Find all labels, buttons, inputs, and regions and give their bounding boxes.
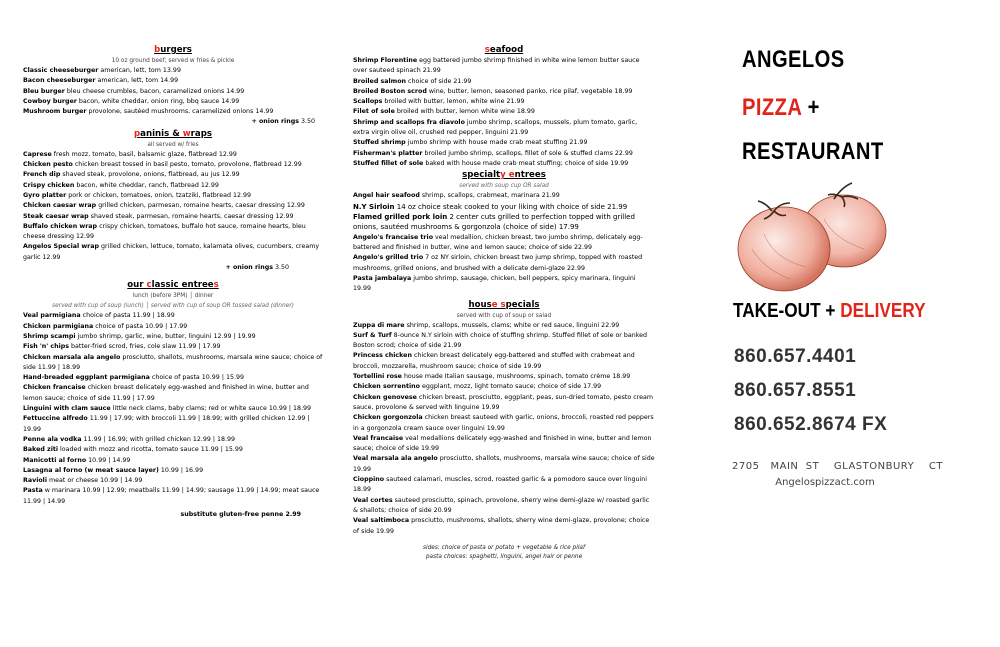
- menu-item: [23, 332, 323, 342]
- menu-item: [353, 496, 655, 517]
- menu-item-name: Angelos Special wrap: [23, 243, 100, 251]
- menu-item-name: French dip: [23, 171, 61, 179]
- menu-item-name: Baked ziti: [23, 446, 59, 454]
- menu-item-desc: chicken breast sauteed with garlic, onions, broccoli, roasted red peppers in a gorgonzola cream sauce over linguini 19.99: [353, 414, 654, 432]
- menu-item-desc: grilled chicken, lettuce, tomato, kalamata olives, cucumbers, creamy garlic 12.99: [23, 243, 320, 261]
- website-link[interactable]: Angelospizzact.com: [775, 477, 875, 488]
- burgers-note: 10 oz ground beef; served w fries & pickle: [111, 58, 235, 64]
- menu-item-name: Angel hair seafood: [353, 192, 420, 200]
- menu-item: [353, 516, 655, 537]
- menu-item-name: Veal saltimboca: [353, 517, 410, 525]
- menu-item: [353, 475, 655, 496]
- menu-item-name: Scallops: [353, 98, 383, 106]
- phone-number-1[interactable]: 860.657.4401: [734, 346, 857, 367]
- house-note: served with cup of soup or salad: [456, 312, 552, 319]
- menu-item-desc: 8-ounce N.Y sirloin with choice of stuffing shrimp. Stuffed fillet of sole or banked Boston scrod; choice of side 21.99: [353, 331, 648, 350]
- menu-item-desc: veal medallion, chicken breast, two jumbo shrimp, delicately egg-battered and finished in butter, wine and lemon sauce; choice of side 22.99: [353, 233, 643, 252]
- menu-item: [23, 76, 323, 86]
- menu-item-desc: 11.99 | 16.99; with grilled chicken 12.99 | 18.99: [81, 435, 236, 443]
- menu-item: [353, 274, 655, 295]
- menu-item-desc: shaved steak, parmesan, romaine hearts, caesar dressing 12.99: [88, 212, 294, 220]
- menu-item-desc: broiled with butter, lemon white wine 18.99: [394, 108, 535, 116]
- seafood-heading: seafood: [484, 45, 524, 55]
- menu-item: [353, 191, 655, 201]
- menu-item-desc: egg battered jumbo shrimp finished in white wine lemon butter sauce over sauteed spinach 21.99: [353, 57, 640, 75]
- brand-restaurant: RESTAURANT: [742, 138, 884, 165]
- brand-pizza: PIZZA +: [742, 94, 820, 121]
- menu-item: [23, 66, 323, 76]
- paninis-list: [23, 150, 323, 263]
- menu-item-desc: crispy chicken, tomatoes, buffalo hot sauce, romaine hearts, bleu cheese dressing 12.99: [23, 222, 306, 241]
- menu-item-desc: eggplant, mozz, light tomato sauce; choice of side 17.99: [419, 383, 602, 391]
- menu-item-name: Filet of sole: [353, 108, 395, 116]
- menu-item: [23, 383, 323, 404]
- menu-item-name: Shrimp scampi: [23, 332, 76, 340]
- menu-item-name: Penne ala vodka: [23, 435, 82, 443]
- menu-item-name: Bleu burger: [23, 87, 65, 95]
- menu-item-desc: 10.99 | 14.99: [86, 456, 131, 464]
- menu-item-name: Chicken caesar wrap: [23, 202, 97, 210]
- menu-item: [353, 159, 655, 169]
- gluten-free-note: substitute gluten-free penne 2.99: [180, 510, 301, 518]
- menu-item-desc: choice of pasta 10.99 | 15.99: [149, 374, 244, 382]
- menu-item-name: Cioppino: [353, 476, 385, 484]
- menu-item-desc: wine, butter, lemon, seasoned panko, rice pilaf, vegetable 18.99: [426, 87, 633, 95]
- menu-item-desc: prosciutto, mushrooms, shallots, sherry wine demi-glaze, provolone; choice of side 19.99: [353, 517, 650, 535]
- burgers-addon: + onion rings 3.50: [251, 118, 315, 126]
- menu-item-name: Zuppa di mare: [353, 321, 405, 329]
- menu-item: [23, 445, 323, 455]
- menu-item-name: Fettuccine alfredo: [23, 415, 88, 423]
- address: 2705 MAIN ST GLASTONBURY CT: [732, 461, 944, 472]
- menu-item-name: Veal cortes: [353, 496, 393, 504]
- menu-item: [23, 87, 323, 97]
- menu-item-desc: broiled jumbo shrimp, scallops, fillet of sole & stuffed clams 22.99: [422, 149, 633, 157]
- menu-item-desc: shrimp, scallops, crabmeat, marinara 21.99: [419, 192, 560, 200]
- menu-item: [23, 242, 323, 263]
- menu-item-desc: bleu cheese crumbles, bacon, caramelized onions 14.99: [64, 87, 245, 95]
- menu-item: [353, 351, 655, 372]
- menu-item-desc: chicken breast delicately egg-battered and stuffed with crabmeat and broccoli, mozzarella, mushroom sauce; choice of side 19.99: [353, 352, 635, 370]
- menu-item-desc: american, lett, tom 13.99: [98, 67, 181, 74]
- menu-item-name: Stuffed fillet of sole: [353, 159, 424, 167]
- menu-item-name: Tortellini rose: [353, 373, 402, 381]
- menu-item: [353, 149, 655, 159]
- menu-item-name: Bacon cheeseburger: [23, 77, 96, 85]
- menu-item: [353, 212, 655, 233]
- menu-item-desc: chicken breast delicately egg-washed and finished in wine, butter and lemon sauce; choice of side 11.99 | 17.99: [23, 384, 309, 402]
- menu-item-name: Chicken francaise: [23, 384, 86, 392]
- menu-item-desc: bacon, white cheddar, ranch, flatbread 12.99: [74, 181, 219, 189]
- menu-item: [353, 454, 655, 475]
- menu-item-name: Angelo's francaise trio: [353, 233, 434, 241]
- menu-item-desc: sauteed calamari, muscles, scrod, roasted garlic & a pomodoro sauce over linguini 18.99: [353, 476, 647, 494]
- menu-item: [23, 107, 323, 117]
- menu-item-desc: w marinara 10.99 | 12.99; meatballs 11.99 | 14.99; sausage 11.99 | 14.99; meat sauce 11.99 | 14.99: [23, 487, 320, 505]
- house-heading: house specials: [468, 299, 540, 310]
- menu-item-name: Linguini with clam sauce: [23, 405, 111, 413]
- menu-item: [23, 311, 323, 321]
- menu-item-name: Shrimp Florentine: [353, 57, 418, 64]
- entrees-served-note: served with cup of soup (lunch) │ served with cup of soup OR tossed salad (dinner): [52, 303, 294, 310]
- menu-column-left: [23, 44, 323, 520]
- menu-item: [23, 201, 323, 211]
- menu-item-name: Chicken marsala ala angelo: [23, 353, 121, 361]
- menu-column-middle: [353, 44, 655, 561]
- menu-item: [23, 212, 323, 222]
- specialty-list: [353, 191, 655, 294]
- menu-item: [23, 97, 323, 107]
- menu-item: [353, 77, 655, 87]
- menu-item: [23, 466, 323, 476]
- menu-item-desc: meat or cheese 10.99 | 14.99: [47, 477, 143, 485]
- menu-item-desc: jumbo shrimp with house made crab meat stuffing 21.99: [405, 139, 588, 147]
- menu-item: [23, 476, 323, 486]
- menu-item-name: Chicken genovese: [353, 393, 417, 401]
- menu-item-desc: 10.99 | 16.99: [158, 466, 204, 474]
- menu-item: [23, 150, 323, 160]
- menu-item-name: Gyro platter: [23, 191, 67, 199]
- menu-item: [23, 170, 323, 180]
- paninis-heading: paninis & wraps: [134, 128, 212, 139]
- menu-item: [353, 97, 655, 107]
- menu-item: [353, 87, 655, 97]
- menu-item-name: Flamed grilled pork loin: [353, 212, 448, 221]
- specialty-note: served with soup cup OR salad: [459, 183, 549, 190]
- menu-item-desc: prosciutto, shallots, mushrooms, marsala wine sauce; choice of side 11.99 | 18.99: [23, 353, 323, 371]
- burgers-list: [23, 66, 323, 117]
- menu-item-desc: jumbo shrimp, scallops, mussels, plum tomato, garlic, extra virgin olive oil, crushed red pepper, linguini 21.99: [353, 118, 638, 137]
- menu-item: [23, 353, 323, 374]
- menu-item: [23, 456, 323, 466]
- takeout-delivery: TAKE-OUT + DELIVERY: [733, 300, 926, 322]
- menu-item-name: Pasta: [23, 487, 43, 495]
- menu-item-name: Veal marsala ala angelo: [353, 455, 438, 463]
- menu-item-name: Chicken sorrentino: [353, 383, 420, 391]
- menu-item-name: Manicotti al forno: [23, 456, 87, 464]
- menu-item: [353, 331, 655, 352]
- menu-item: [353, 138, 655, 148]
- menu-item-name: Ravioli: [23, 477, 48, 485]
- menu-item-desc: grilled chicken, parmesan, romaine hearts, caesar dressing 12.99: [96, 202, 305, 210]
- menu-item-desc: 7 oz NY sirloin, chicken breast two jump shrimp, topped with roasted mushrooms, grilled onions, and brushed with a delicate demi-glaze 22.99: [353, 254, 643, 272]
- menu-item-desc: little neck clams, baby clams; red or white sauce 10.99 | 18.99: [110, 405, 312, 413]
- menu-item-desc: broiled with butter, lemon, white wine 21.99: [382, 98, 525, 106]
- menu-item-desc: choice of side 21.99: [406, 77, 472, 85]
- menu-item: [353, 321, 655, 331]
- phone-number-2[interactable]: 860.657.8551: [734, 380, 857, 401]
- menu-item-name: Fisherman's platter: [353, 149, 423, 157]
- menu-item-name: Classic cheeseburger: [23, 67, 99, 74]
- menu-item-desc: sauteed prosciutto, spinach, provolone, sherry wine demi-glaze w/ roasted garlic & shallots; choice of side 20.99: [353, 496, 650, 514]
- specialty-heading: specialty entrees: [462, 170, 546, 181]
- menu-item: [353, 393, 655, 414]
- menu-item: [353, 56, 655, 77]
- menu-item-name: Surf & Turf: [353, 331, 392, 339]
- menu-item: [23, 435, 323, 445]
- menu-item: [23, 181, 323, 191]
- menu-item-desc: choice of pasta 10.99 | 17.99: [93, 322, 188, 330]
- menu-item-desc: chicken breast, prosciutto, eggplant, peas, sun-dried tomato, pesto cream sauce, provolone & served with linguine 19.99: [353, 393, 654, 411]
- menu-item-name: Chicken gorgonzola: [353, 414, 423, 422]
- menu-item-name: Angelo's grilled trio: [353, 254, 424, 262]
- menu-item: [23, 414, 323, 435]
- menu-item-name: Crispy chicken: [23, 181, 75, 189]
- menu-item-name: Mushroom burger: [23, 108, 87, 116]
- menu-item-desc: batter-fried scrod, fries, cole slaw 11.99 | 17.99: [69, 343, 221, 351]
- menu-item: [353, 233, 655, 254]
- menu-item-desc: prosciutto, shallots, mushrooms, marsala wine sauce; choice of side 19.99: [353, 455, 655, 473]
- menu-item-name: Pasta jambalaya: [353, 274, 412, 282]
- paninis-note: all served w/ fries: [147, 141, 199, 148]
- menu-item-desc: veal medallions delicately egg-washed and finished in wine, butter and lemon sauce; choice of side 19.99: [353, 434, 652, 453]
- fax-number: 860.652.8674 FX: [734, 414, 888, 435]
- menu-item: [23, 486, 323, 507]
- menu-item-name: Fish 'n' chips: [23, 343, 70, 351]
- menu-item: [353, 107, 655, 117]
- menu-item-name: Shrimp and scallops fra diavolo: [353, 118, 465, 126]
- menu-item-name: Veal parmigiana: [23, 312, 81, 320]
- menu-item: [23, 191, 323, 201]
- entrees-heading: our classic entrees: [127, 280, 219, 291]
- menu-item-name: Cowboy burger: [23, 97, 77, 105]
- menu-item-name: Broiled salmon: [353, 77, 407, 85]
- menu-item: [353, 372, 655, 382]
- house-list: [353, 321, 655, 537]
- menu-item-name: Caprese: [23, 150, 52, 158]
- menu-item: [23, 373, 323, 383]
- menu-item-desc: chicken breast tossed in basil pesto, tomato, provolone, flatbread 12.99: [72, 161, 302, 169]
- menu-item-name: Chicken pesto: [23, 161, 73, 169]
- menu-item-desc: 2 center cuts grilled to perfection topped with grilled onions, sautéed mushrooms & gorgonzola (choice of side) 17.99: [353, 212, 635, 232]
- seafood-list: [353, 56, 655, 169]
- menu-item: [23, 404, 323, 414]
- menu-item-name: Lasagna al forno (w meat sauce layer): [23, 466, 159, 474]
- menu-item-desc: shrimp, scallops, mussels, clams; white or red sauce, linguini 22.99: [404, 321, 620, 329]
- menu-item-desc: provolone, sautéed mushrooms, caramelized onions 14.99: [86, 108, 274, 116]
- menu-item-desc: bacon, white cheddar, onion ring, bbq sauce 14.99: [76, 97, 240, 105]
- menu-item-name: Veal francaise: [353, 434, 404, 442]
- burgers-heading: burgers: [154, 45, 192, 55]
- menu-item-desc: 14 oz choice steak cooked to your liking with choice of side 21.99: [394, 202, 628, 211]
- menu-item-desc: jumbo shrimp, sausage, chicken, bell peppers, spicy marinara, linguini 19.99: [353, 274, 636, 293]
- menu-item-desc: pork or chicken, tomatoes, onion, tzatziki, flatbread 12.99: [66, 191, 251, 199]
- menu-item: [353, 382, 655, 392]
- menu-item: [353, 253, 655, 274]
- tomato-illustration: [734, 179, 894, 299]
- menu-item-name: Stuffed shrimp: [353, 139, 406, 147]
- menu-item-desc: baked with house made crab meat stuffing; choice of side 19.99: [423, 159, 629, 167]
- paninis-addon: + onion rings 3.50: [225, 264, 289, 272]
- menu-item: [353, 202, 655, 212]
- menu-item: [23, 322, 323, 332]
- menu-item-name: Steak caesar wrap: [23, 212, 89, 220]
- brand-name: ANGELOS: [742, 46, 845, 73]
- menu-item: [23, 222, 323, 243]
- menu-item: [23, 160, 323, 170]
- menu-item-name: Broiled Boston scrod: [353, 87, 427, 95]
- menu-item-desc: loaded with mozz and ricotta, tomato sauce 11.99 | 15.99: [58, 446, 243, 454]
- entrees-list: [23, 311, 323, 507]
- menu-item: [353, 118, 655, 139]
- menu-item: [353, 434, 655, 455]
- menu-item-name: Buffalo chicken wrap: [23, 222, 98, 230]
- menu-item-desc: house made Italian sausage, mushrooms, spinach, tomato crème 18.99: [401, 373, 631, 381]
- menu-item-name: N.Y Sirloin: [353, 202, 395, 211]
- menu-item-desc: jumbo shrimp, garlic, wine, butter, linguini 12.99 | 19.99: [75, 332, 256, 340]
- menu-item-desc: american, lett, tom 14.99: [95, 77, 179, 85]
- menu-item-desc: 11.99 | 17.99; with broccoli 11.99 | 18.99; with grilled chicken 12.99 | 19.99: [23, 415, 310, 433]
- sides-note: sides: choice of pasta or potato + vegetable & rice pilaf: [422, 544, 586, 551]
- menu-item-desc: choice of pasta 11.99 | 18.99: [80, 312, 175, 320]
- menu-item-desc: shaved steak, provolone, onions, flatbread, au jus 12.99: [60, 171, 240, 179]
- menu-item-name: Hand-breaded eggplant parmigiana: [23, 374, 150, 382]
- menu-item-name: Chicken parmigiana: [23, 322, 94, 330]
- pasta-choices-note: pasta choices: spaghetti, linguini, angel hair or penne: [425, 553, 583, 560]
- menu-item-desc: fresh mozz, tomato, basil, balsamic glaze, flatbread 12.99: [51, 150, 237, 158]
- menu-item: [23, 342, 323, 352]
- entrees-lunch-note: lunch (before 3PM) │ dinner: [132, 293, 214, 300]
- menu-item: [353, 413, 655, 434]
- menu-item-name: Princess chicken: [353, 352, 412, 360]
